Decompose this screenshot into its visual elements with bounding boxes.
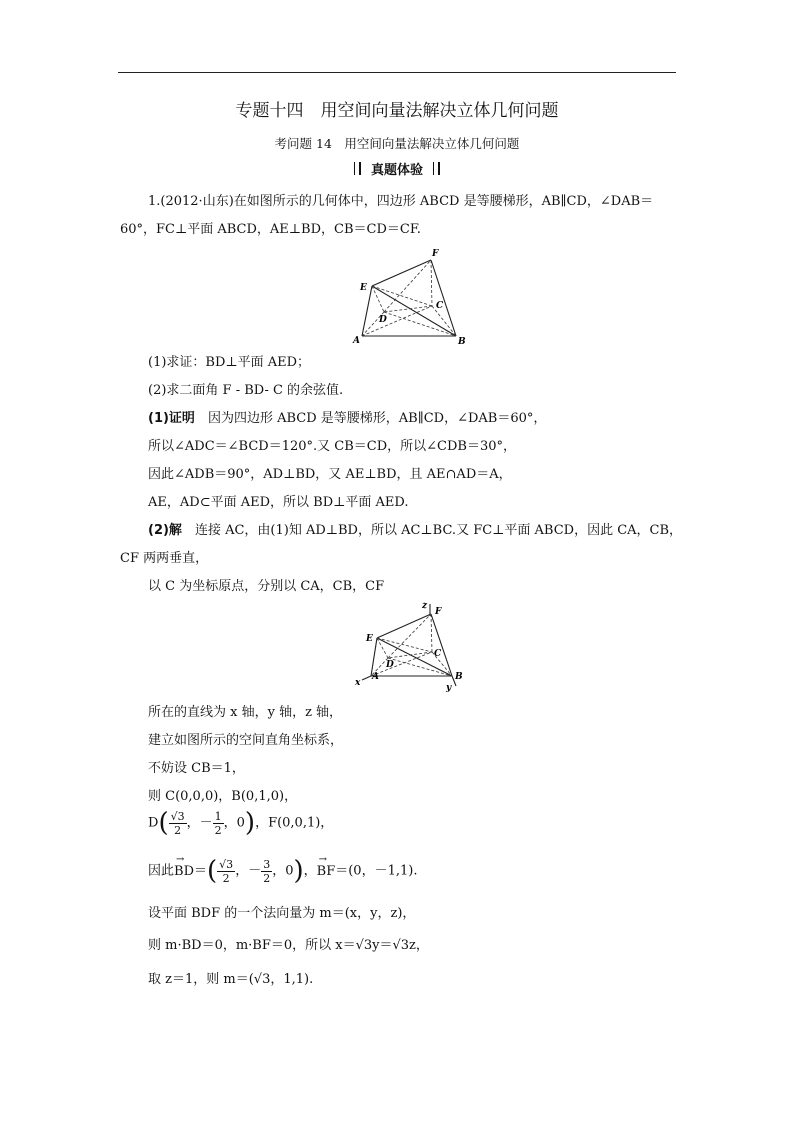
vector-bd: → BD <box>174 864 194 879</box>
edge-ec <box>372 286 432 306</box>
solution-1-line-1 <box>148 411 546 427</box>
label-y: y <box>446 683 452 693</box>
header-rule <box>118 72 676 73</box>
section-heading <box>0 159 794 178</box>
fraction-sqrt3-over-2 <box>169 810 187 837</box>
edge-ef <box>377 614 431 638</box>
proof-label: (1)证明 <box>148 411 195 426</box>
proof-text: 因为四边形 ABCD 是等腰梯形，AB∥CD，∠DAB＝60°， <box>194 411 547 426</box>
therefore-text: 因此 <box>148 863 175 879</box>
edge-df <box>384 260 431 312</box>
fraction-3-over-2 <box>261 858 272 885</box>
solution-1-line-2: 所以∠ADC＝∠BCD＝120°.又 CB＝CD，所以∠CDB＝30°， <box>148 439 517 454</box>
solution-2-line-6: 不妨设 CB＝1， <box>148 761 245 776</box>
solution-2-line-2: CF 两两垂直， <box>120 551 209 566</box>
edge-db <box>388 658 452 676</box>
problem-line-2: 60°，FC⊥平面 ABCD，AE⊥BD，CB＝CD＝CF. <box>120 222 421 237</box>
solution-2-line-7: 则 C(0,0,0)，B(0,1,0)， <box>148 789 298 804</box>
label-c: C <box>434 649 442 659</box>
right-bar-icon <box>433 162 440 175</box>
problem-line-1: 1.(2012·山东)在如图所示的几何体中，四边形 ABCD 是等腰梯形，AB∥CD，∠DAB＝ <box>148 194 654 209</box>
solution-1-line-3: 因此∠ADB＝90°，AD⊥BD，又 AE⊥BD，且 AE∩AD＝A， <box>148 467 512 482</box>
edge-ea <box>362 286 372 336</box>
point-d-label: D <box>148 815 159 831</box>
edge-bf <box>431 260 456 336</box>
edge-df <box>388 614 431 658</box>
vector-bd-line <box>148 856 417 886</box>
zero-coordinate: ，0 <box>272 863 294 879</box>
left-bar-icon <box>354 162 361 175</box>
section-label: 真题体验 <box>370 163 423 178</box>
question-2: (2)求二面角 F - BD- C 的余弦值. <box>148 383 344 398</box>
label-b: B <box>455 672 463 682</box>
separator: ， <box>303 863 317 879</box>
figure-1 <box>350 246 480 348</box>
vector-bf-value: ＝(0，－1,1). <box>335 863 418 879</box>
label-b: B <box>458 337 466 347</box>
solution-label: (2)解 <box>148 523 182 538</box>
right-paren: ) <box>293 856 304 886</box>
separator: ，－ <box>235 863 262 879</box>
solution-2-line-3: 以 C 为坐标原点，分别以 CA，CB，CF <box>148 579 385 594</box>
page-subtitle: 考问题 14 用空间向量法解决立体几何问题 <box>274 136 520 151</box>
zero-coordinate: ，0 <box>223 815 245 831</box>
vector-bf: → BF <box>317 864 336 879</box>
label-a: A <box>353 336 360 346</box>
axis-x <box>362 676 371 680</box>
label-d: D <box>386 660 394 670</box>
label-z: z <box>422 601 428 611</box>
label-x: x <box>355 678 361 688</box>
solution-1-line-4: AE，AD⊂平面 AED，所以 BD⊥平面 AED. <box>148 495 409 510</box>
question-1: (1)求证：BD⊥平面 AED； <box>148 355 311 370</box>
solution-2-line-5: 建立如图所示的空间直角坐标系， <box>148 733 344 748</box>
edge-ec <box>377 638 432 652</box>
edge-db <box>384 312 456 336</box>
solution-2-line-4: 所在的直线为 x 轴，y 轴，z 轴， <box>148 705 343 720</box>
label-e: E <box>366 634 373 644</box>
figure-2 <box>352 596 477 696</box>
numerator: √3 <box>170 809 185 823</box>
equals: ＝ <box>194 863 208 879</box>
numerator: 1 <box>214 809 222 823</box>
label-f: F <box>432 249 439 259</box>
label-f: F <box>435 607 442 617</box>
point-d-coordinates <box>148 808 333 838</box>
point-f-text: ，F(0,0,1)， <box>255 815 334 831</box>
edge-cd <box>388 652 432 658</box>
edge-ac <box>371 652 432 676</box>
dot-product-line: 则 m·BD＝0，m·BF＝0，所以 x＝√3y＝√3z， <box>148 938 429 953</box>
final-line: 取 z＝1，则 m＝(√3，1,1). <box>148 972 314 987</box>
normal-vector-line: 设平面 BDF 的一个法向量为 m＝(x，y，z)， <box>148 906 416 921</box>
label-d: D <box>379 315 387 325</box>
edge-ef <box>372 260 431 286</box>
right-paren: ) <box>244 808 256 838</box>
edge-fc <box>431 260 432 306</box>
label-a: A <box>372 672 379 682</box>
fraction-1-over-2 <box>213 810 224 837</box>
denominator: 2 <box>263 871 271 885</box>
edge-fc <box>431 614 432 652</box>
label-c: C <box>436 301 444 311</box>
denominator: 2 <box>214 823 222 837</box>
page-title: 专题十四 用空间向量法解决立体几何问题 <box>235 101 559 121</box>
left-paren: ( <box>158 808 169 838</box>
solution-2-line-1 <box>148 523 682 539</box>
separator: ，－ <box>186 815 213 831</box>
label-e: E <box>360 283 367 293</box>
denominator: 2 <box>174 823 182 837</box>
fraction-sqrt3-over-2 <box>217 858 235 885</box>
solution-text: 连接 AC，由(1)知 AD⊥BD，所以 AC⊥BC.又 FC⊥平面 ABCD，因此 CA，CB， <box>181 523 683 538</box>
left-paren: ( <box>207 856 218 886</box>
denominator: 2 <box>222 871 230 885</box>
numerator: √3 <box>219 857 234 871</box>
numerator: 3 <box>263 857 271 871</box>
